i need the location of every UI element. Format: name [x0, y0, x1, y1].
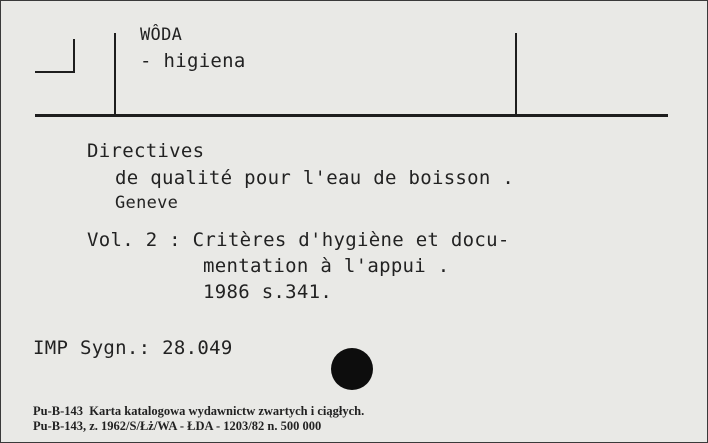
corner-mark-vertical [73, 39, 75, 73]
volume-line: Vol. 2 : Critères d'hygiène et docu- [87, 229, 510, 251]
subject-heading: WÔDA [140, 25, 183, 45]
publication-place: Geneve [115, 193, 179, 213]
right-header-rule [515, 33, 517, 115]
entry-title: Directives [87, 140, 205, 162]
volume-continuation: mentation à l'appui . [203, 255, 450, 277]
footer-line-2: Pu-B-143, z. 1962/S/Łż/WA - ŁDA - 1203/82 n. 500 000 [33, 419, 322, 433]
header-separator [35, 114, 668, 117]
left-header-rule [114, 33, 116, 115]
year-and-pages: 1986 s.341. [203, 281, 333, 303]
footer-line-1: Pu-B-143 Karta katalogowa wydawnictw zwartych i ciągłych. [33, 404, 365, 418]
corner-mark-horizontal [35, 71, 75, 73]
entry-subtitle: de qualité pour l'eau de boisson . [115, 167, 515, 189]
punch-hole [331, 348, 373, 390]
subject-subheading: - higiena [140, 50, 246, 72]
call-number: IMP Sygn.: 28.049 [33, 337, 233, 359]
